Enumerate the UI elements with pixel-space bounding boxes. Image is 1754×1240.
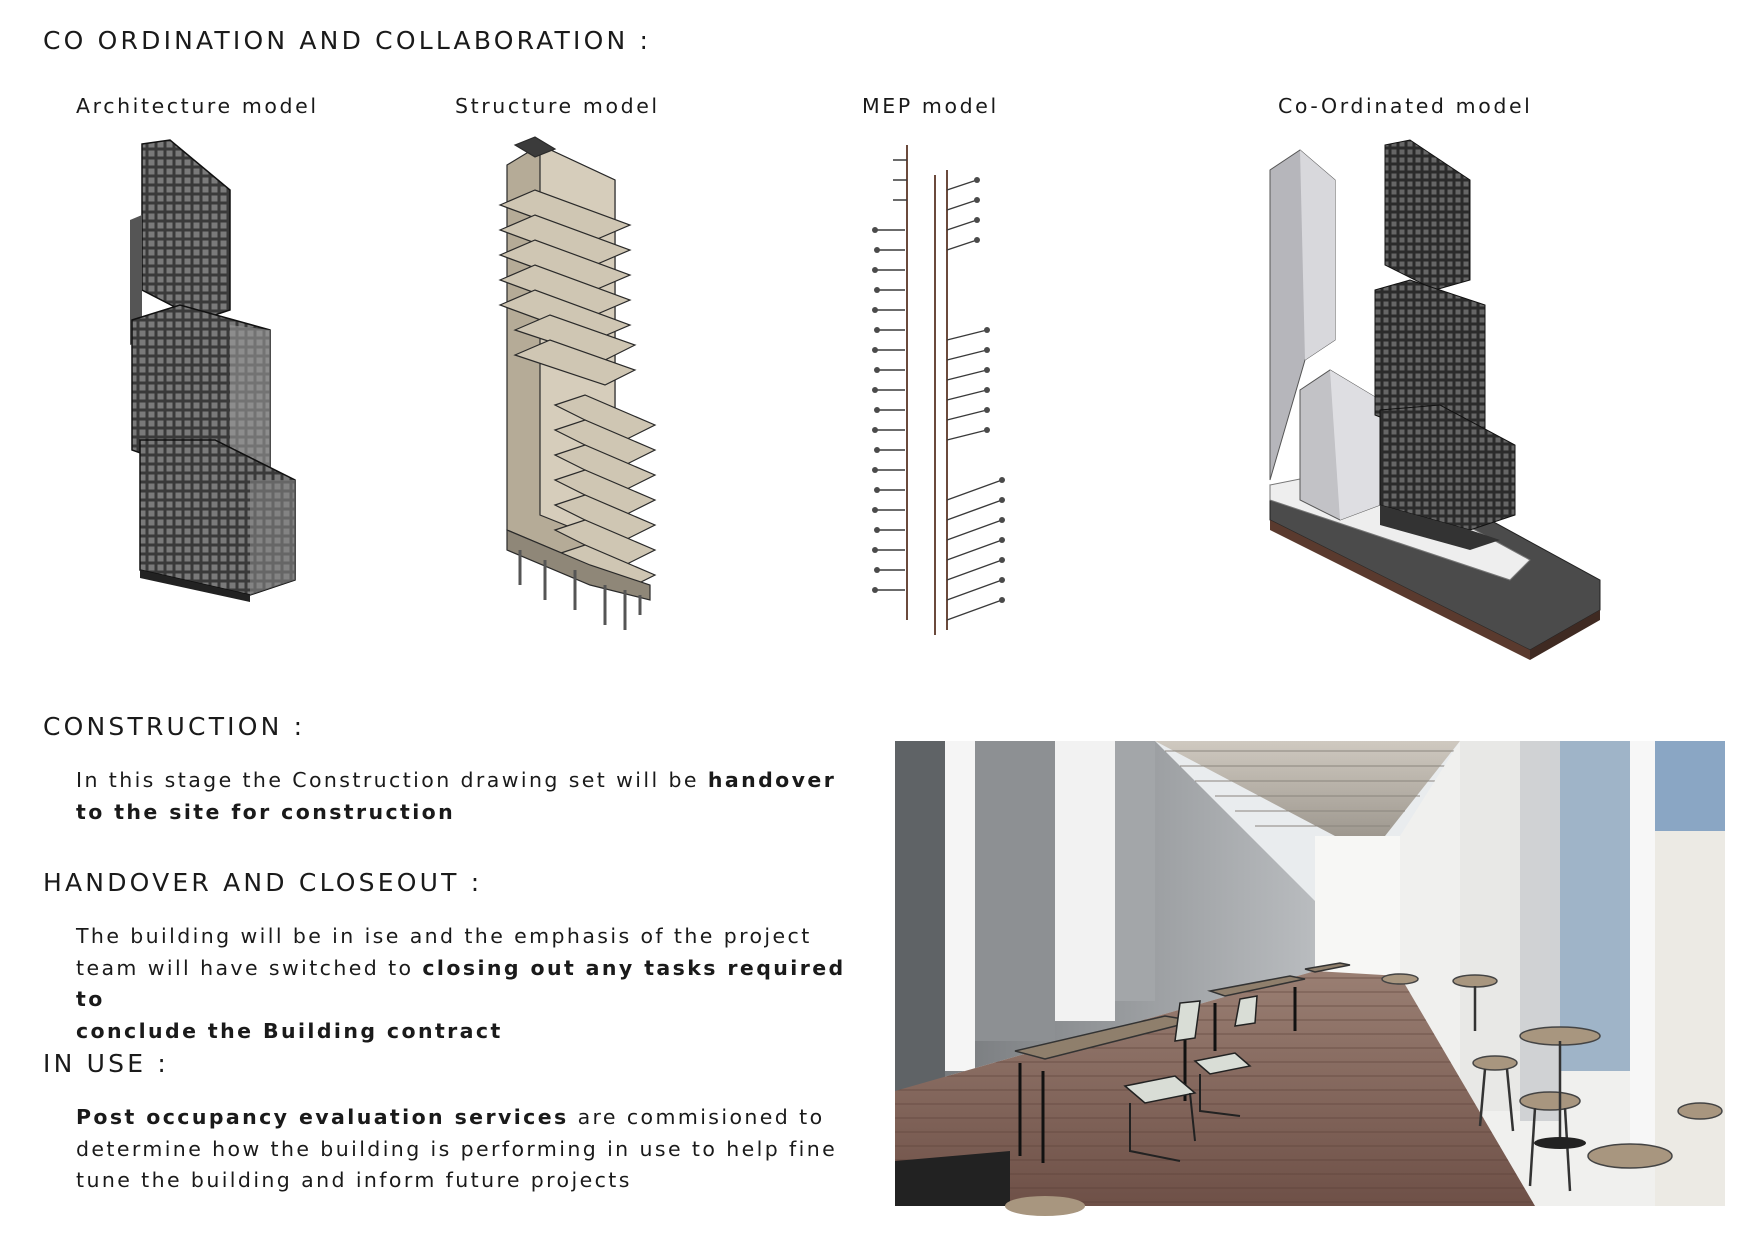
interior-render-image bbox=[895, 741, 1725, 1206]
caption-coordinated-model: Co-Ordinated model bbox=[1278, 94, 1533, 118]
handover-text-line-1: The building will be in ise and the emphasis of the project bbox=[76, 924, 812, 948]
mep-model-image bbox=[865, 140, 1035, 640]
in-use-text-line-3: tune the building and inform future projects bbox=[76, 1168, 632, 1192]
section-heading-handover: HANDOVER AND CLOSEOUT : bbox=[43, 868, 483, 897]
section-heading-construction: CONSTRUCTION : bbox=[43, 712, 306, 741]
section-heading-coordination: CO ORDINATION AND COLLABORATION : bbox=[43, 26, 652, 55]
in-use-paragraph bbox=[76, 1102, 876, 1197]
handover-text-bold-2: conclude the Building contract bbox=[76, 1018, 503, 1043]
construction-text: In this stage the Construction drawing set will be bbox=[76, 768, 708, 792]
construction-text-bold-2: to the site for construction bbox=[76, 799, 456, 824]
handover-text-bold-1: closing out any tasks required to bbox=[76, 955, 846, 1011]
construction-paragraph bbox=[76, 765, 866, 828]
caption-mep-model: MEP model bbox=[862, 94, 999, 118]
in-use-text-line-1: are commisioned to bbox=[568, 1105, 825, 1129]
architecture-model-image bbox=[120, 140, 310, 610]
handover-text-line-2: team will have switched to bbox=[76, 955, 423, 980]
section-heading-in-use: IN USE : bbox=[43, 1049, 169, 1078]
handover-paragraph bbox=[76, 921, 876, 1047]
structure-model-image bbox=[495, 145, 675, 635]
in-use-text-line-2: determine how the building is performing in use to help fine bbox=[76, 1136, 838, 1161]
construction-text-bold-1: handover bbox=[707, 768, 837, 792]
caption-architecture-model: Architecture model bbox=[76, 94, 319, 118]
in-use-text-bold: Post occupancy evaluation services bbox=[76, 1105, 569, 1129]
caption-structure-model: Structure model bbox=[455, 94, 660, 118]
coordinated-model-image bbox=[1270, 140, 1620, 660]
